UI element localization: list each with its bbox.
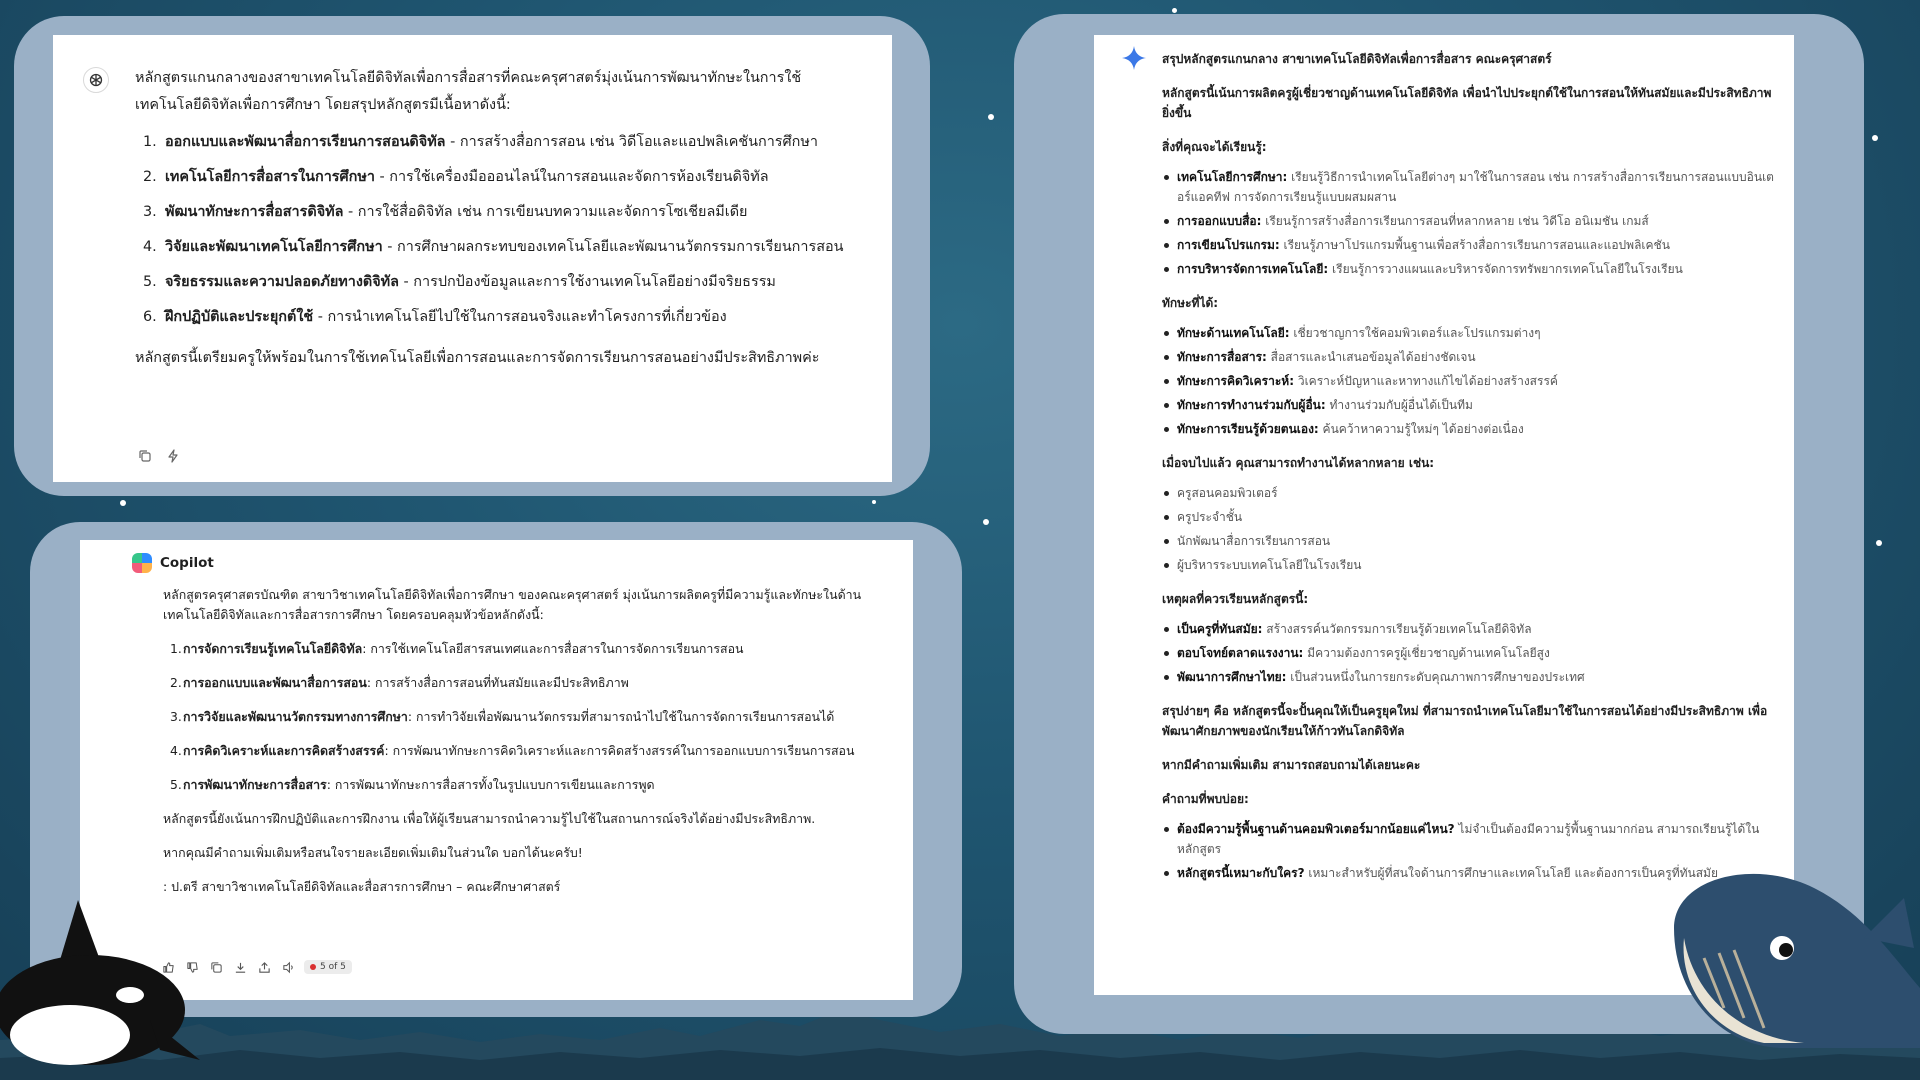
list-item xyxy=(163,741,863,761)
list-item-title: การออกแบบและพัฒนาสื่อการสอน xyxy=(183,675,367,690)
copilot-paragraph: หากคุณมีคำถามเพิ่มเติมหรือสนใจรายละเอียดเพิ่มเติมในส่วนใด บอกได้นะครับ! xyxy=(163,845,583,860)
list-item xyxy=(1162,643,1782,663)
career-list xyxy=(1162,483,1782,575)
reason-list xyxy=(1162,619,1782,687)
gemini-ask-more: หากมีคำถามเพิ่มเติม สามารถสอบถามได้เลยนะคะ xyxy=(1162,758,1421,772)
gemini-title: สรุปหลักสูตรแกนกลาง สาขาเทคโนโลยีดิจิทัลเพื่อการสื่อสาร คณะครุศาสตร์ xyxy=(1162,52,1552,66)
copilot-header xyxy=(132,553,214,573)
chatgpt-message xyxy=(135,65,865,382)
list-item-desc: : การพัฒนาทักษะการสื่อสารทั้งในรูปแบบการเขียนและการพูด xyxy=(326,777,655,792)
list-number: 6. xyxy=(143,309,157,325)
list-number: 2. xyxy=(170,675,182,690)
learn-list xyxy=(1162,167,1782,279)
list-item xyxy=(1162,419,1782,439)
list-item xyxy=(163,707,863,727)
list-item xyxy=(1162,347,1782,367)
list-item xyxy=(163,673,863,693)
openai-icon xyxy=(83,67,109,93)
copilot-response-card xyxy=(80,540,913,1000)
list-item-desc: : การสร้างสื่อการสอนที่ทันสมัยและมีประสิทธิภาพ xyxy=(366,675,629,690)
list-item-title: การพัฒนาทักษะการสื่อสาร xyxy=(183,777,327,792)
copilot-logo-icon xyxy=(132,553,152,573)
background-star xyxy=(983,519,989,525)
list-item xyxy=(1162,167,1782,207)
list-item-desc: เรียนรู้การวางแผนและบริหารจัดการทรัพยากรเทคโนโลยีในโรงเรียน xyxy=(1328,262,1683,276)
gemini-conclusion: สรุปง่ายๆ คือ หลักสูตรนี้จะปั้นคุณให้เป็นครูยุคใหม่ ที่สามารถนำเทคโนโลยีมาใช้ในการสอนได้อย่างมีประสิทธิภาพ เพื่อพัฒนาศักยภาพของนักเรียนให้ก้าวทันโลกดิจิทัล xyxy=(1162,704,1768,738)
whale-illustration xyxy=(1664,858,1920,1048)
list-item xyxy=(135,234,865,261)
gemini-subtitle: หลักสูตรนี้เน้นการผลิตครูผู้เชี่ยวชาญด้านเทคโนโลยีดิจิทัล เพื่อนำไปประยุกต์ใช้ในการสอนให้ทันสมัยและมีประสิทธิภาพยิ่งขึ้น xyxy=(1162,86,1772,120)
download-icon[interactable] xyxy=(232,959,248,975)
list-item xyxy=(135,164,865,191)
list-number: 4. xyxy=(143,239,157,255)
list-number: 1. xyxy=(170,641,182,656)
list-item xyxy=(1162,667,1782,687)
list-item-title: ทักษะด้านเทคโนโลยี: xyxy=(1177,326,1290,340)
list-item: ผู้บริหารระบบเทคโนโลยีในโรงเรียน xyxy=(1162,555,1782,575)
list-item-desc: เรียนรู้ภาษาโปรแกรมพื้นฐานเพื่อสร้างสื่อการเรียนการสอนและแอปพลิเคชัน xyxy=(1279,238,1670,252)
section-heading: เหตุผลที่ควรเรียนหลักสูตรนี้: xyxy=(1162,592,1309,606)
section-heading: คำถามที่พบบ่อย: xyxy=(1162,792,1249,806)
list-item-desc: เรียนรู้วิธีการนำเทคโนโลยีต่างๆ มาใช้ในการสอน เช่น การสร้างสื่อการเรียนการสอนแบบอินเตอร์แอคทีฟ การจัดการเรียนรู้แบบผสมผสาน xyxy=(1177,170,1774,204)
list-item-title: การเขียนโปรแกรม: xyxy=(1177,238,1280,252)
list-item-desc: เป็นส่วนหนึ่งในการยกระดับคุณภาพการศึกษาของประเทศ xyxy=(1286,670,1585,684)
list-item-title: พัฒนาการศึกษาไทย: xyxy=(1177,670,1287,684)
gemini-sparkle-icon xyxy=(1122,46,1146,74)
section-heading: เมื่อจบไปแล้ว คุณสามารถทำงานได้หลากหลาย เช่น: xyxy=(1162,456,1435,470)
list-number: 4. xyxy=(170,743,182,758)
list-item-desc: เชี่ยวชาญการใช้คอมพิวเตอร์และโปรแกรมต่างๆ xyxy=(1289,326,1541,340)
list-item-desc: - การปกป้องข้อมูลและการใช้งานเทคโนโลยีอย่างมีจริยธรรม xyxy=(398,274,776,290)
red-dot-icon xyxy=(310,964,316,970)
list-item xyxy=(1162,259,1782,279)
chatgpt-list xyxy=(135,129,865,331)
list-item-desc: : การทำวิจัยเพื่อพัฒนานวัตกรรมที่สามารถนำไปใช้ในการจัดการเรียนการสอนได้ xyxy=(407,709,835,724)
list-item xyxy=(163,775,863,795)
page-counter-text: 5 of 5 xyxy=(320,962,346,972)
list-item-desc: ไม่จำเป็นต้องมีความรู้พื้นฐานมากก่อน สามารถเรียนรู้ได้ในหลักสูตร xyxy=(1177,822,1760,856)
background-star xyxy=(1872,135,1878,141)
list-item xyxy=(1162,619,1782,639)
background-star xyxy=(1172,8,1177,13)
background-star xyxy=(988,114,994,120)
section-heading: ทักษะที่ได้: xyxy=(1162,296,1219,310)
list-item-desc: เหมาะสำหรับผู้ที่สนใจด้านการศึกษาและเทคโนโลยี และต้องการเป็นครูที่ทันสมัย xyxy=(1304,866,1718,880)
list-item-desc: ทำงานร่วมกับผู้อื่นได้เป็นทีม xyxy=(1325,398,1473,412)
section-heading: สิ่งที่คุณจะได้เรียนรู้: xyxy=(1162,140,1267,154)
copy-icon[interactable] xyxy=(208,959,224,975)
chatgpt-actions xyxy=(137,448,181,464)
copy-icon[interactable] xyxy=(137,448,153,464)
list-item-title: การออกแบบสื่อ: xyxy=(1177,214,1262,228)
list-item-desc: - การนำเทคโนโลยีไปใช้ในการสอนจริงและทำโครงการที่เกี่ยวข้อง xyxy=(313,309,727,325)
list-item xyxy=(1162,323,1782,343)
list-item-desc: : การพัฒนาทักษะการคิดวิเคราะห์และการคิดสร้างสรรค์ในการออกแบบการเรียนการสอน xyxy=(384,743,855,758)
list-item-desc: - การสร้างสื่อการสอน เช่น วิดีโอและแอปพลิเคชันการศึกษา xyxy=(445,134,818,150)
list-item-title: เทคโนโลยีการสื่อสารในการศึกษา xyxy=(165,169,375,185)
list-item-title: พัฒนาทักษะการสื่อสารดิจิทัล xyxy=(165,204,344,220)
list-item-desc: มีความต้องการครูผู้เชี่ยวชาญด้านเทคโนโลยีสูง xyxy=(1303,646,1550,660)
copilot-message xyxy=(163,585,863,911)
list-item-title: วิจัยและพัฒนาเทคโนโลยีการศึกษา xyxy=(165,239,383,255)
chatgpt-summary: หลักสูตรนี้เตรียมครูให้พร้อมในการใช้เทคโนโลยีเพื่อการสอนและการจัดการเรียนการสอนอย่างมีประสิทธิภาพค่ะ xyxy=(135,350,820,366)
list-item-title: การวิจัยและพัฒนานวัตกรรมทางการศึกษา xyxy=(183,709,408,724)
list-number: 2. xyxy=(143,169,157,185)
background-star xyxy=(1876,540,1882,546)
background-star xyxy=(872,500,876,504)
list-item-title: ทักษะการทำงานร่วมกับผู้อื่น: xyxy=(1177,398,1326,412)
skills-list xyxy=(1162,323,1782,439)
list-item-desc: - การศึกษาผลกระทบของเทคโนโลยีและพัฒนานวัตกรรมการเรียนการสอน xyxy=(382,239,844,255)
list-item xyxy=(135,129,865,156)
list-item-title: ทักษะการคิดวิเคราะห์: xyxy=(1177,374,1295,388)
list-item-title: ฝึกปฏิบัติและประยุกต์ใช้ xyxy=(165,309,314,325)
copilot-name: Copilot xyxy=(160,555,214,571)
list-item-desc: สร้างสรรค์นวัตกรรมการเรียนรู้ด้วยเทคโนโลยีดิจิทัล xyxy=(1262,622,1532,636)
copilot-list xyxy=(163,639,863,795)
background-star xyxy=(120,500,126,506)
list-item-desc: เรียนรู้การสร้างสื่อการเรียนการสอนที่หลากหลาย เช่น วิดีโอ อนิเมชัน เกมส์ xyxy=(1261,214,1649,228)
list-item xyxy=(135,304,865,331)
gemini-response-card xyxy=(1094,35,1794,995)
list-item-title: ทักษะการเรียนรู้ด้วยตนเอง: xyxy=(1177,422,1319,436)
gemini-message xyxy=(1162,49,1782,897)
list-item-desc: สื่อสารและนำเสนอข้อมูลได้อย่างชัดเจน xyxy=(1266,350,1476,364)
list-item-desc: - การใช้สื่อดิจิทัล เช่น การเขียนบทความและจัดการโซเชียลมีเดีย xyxy=(343,204,748,220)
list-item xyxy=(135,199,865,226)
list-item-title: ทักษะการสื่อสาร: xyxy=(1177,350,1267,364)
page-counter-badge[interactable] xyxy=(304,960,352,974)
list-item-title: หลักสูตรนี้เหมาะกับใคร? xyxy=(1177,866,1305,880)
list-item xyxy=(163,639,863,659)
list-item-desc: - การใช้เครื่องมือออนไลน์ในการสอนและจัดการห้องเรียนดิจิทัล xyxy=(374,169,769,185)
list-item-title: เทคโนโลยีการศึกษา: xyxy=(1177,170,1288,184)
list-number: 1. xyxy=(143,134,157,150)
list-number: 5. xyxy=(170,777,182,792)
list-item-title: เป็นครูที่ทันสมัย: xyxy=(1177,622,1263,636)
list-item: ครูสอนคอมพิวเตอร์ xyxy=(1162,483,1782,503)
list-item xyxy=(1162,211,1782,231)
list-item: นักพัฒนาสื่อการเรียนการสอน xyxy=(1162,531,1782,551)
copilot-source[interactable]: : ป.ตรี สาขาวิชาเทคโนโลยีดิจิทัลและสื่อสารการศึกษา – คณะศึกษาศาสตร์ xyxy=(163,879,561,894)
list-item-desc: วิเคราะห์ปัญหาและหาทางแก้ไขได้อย่างสร้างสรรค์ xyxy=(1294,374,1558,388)
list-item xyxy=(1162,819,1782,859)
list-item: ครูประจำชั้น xyxy=(1162,507,1782,527)
list-item-title: ตอบโจทย์ตลาดแรงงาน: xyxy=(1177,646,1304,660)
share-icon[interactable] xyxy=(256,959,272,975)
list-item xyxy=(135,269,865,296)
speaker-icon[interactable] xyxy=(280,959,296,975)
list-item-desc: : การใช้เทคโนโลยีสารสนเทศและการสื่อสารในการจัดการเรียนการสอน xyxy=(362,641,744,656)
list-item-title: จริยธรรมและความปลอดภัยทางดิจิทัล xyxy=(165,274,399,290)
list-item-title: ต้องมีความรู้พื้นฐานด้านคอมพิวเตอร์มากน้อยแค่ไหน? xyxy=(1177,822,1455,836)
list-item-title: การจัดการเรียนรู้เทคโนโลยีดิจิทัล xyxy=(183,641,363,656)
regenerate-icon[interactable] xyxy=(165,448,181,464)
chatgpt-response-card xyxy=(53,35,892,482)
list-number: 5. xyxy=(143,274,157,290)
list-item-title: การคิดวิเคราะห์และการคิดสร้างสรรค์ xyxy=(183,743,385,758)
list-number: 3. xyxy=(143,204,157,220)
copilot-intro: หลักสูตรครุศาสตรบัณฑิต สาขาวิชาเทคโนโลยีดิจิทัลเพื่อการศึกษา ของคณะครุศาสตร์ มุ่งเน้นการผลิตครูที่มีความรู้และทักษะในด้านเทคโนโลยีดิจิทัลและการสื่อสารการศึกษา โดยครอบคลุมหัวข้อหลักดังนี้: xyxy=(163,587,862,622)
list-item-desc: ค้นคว้าหาความรู้ใหม่ๆ ได้อย่างต่อเนื่อง xyxy=(1318,422,1524,436)
list-item xyxy=(1162,395,1782,415)
orca-illustration xyxy=(0,900,200,1080)
chatgpt-intro: หลักสูตรแกนกลางของสาขาเทคโนโลยีดิจิทัลเพื่อการสื่อสารที่คณะครุศาสตร์มุ่งเน้นการพัฒนาทักษะในการใช้เทคโนโลยีดิจิทัลเพื่อการศึกษา โดยสรุปหลักสูตรมีเนื้อหาดังนี้: xyxy=(135,70,802,113)
copilot-paragraph: หลักสูตรนี้ยังเน้นการฝึกปฏิบัติและการฝึกงาน เพื่อให้ผู้เรียนสามารถนำความรู้ไปใช้ในสถานการณ์จริงได้อย่างมีประสิทธิภาพ. xyxy=(163,811,816,826)
list-item xyxy=(1162,235,1782,255)
list-item-title: ออกแบบและพัฒนาสื่อการเรียนการสอนดิจิทัล xyxy=(165,134,446,150)
list-item xyxy=(1162,371,1782,391)
list-item-title: การบริหารจัดการเทคโนโลยี: xyxy=(1177,262,1329,276)
list-number: 3. xyxy=(170,709,182,724)
